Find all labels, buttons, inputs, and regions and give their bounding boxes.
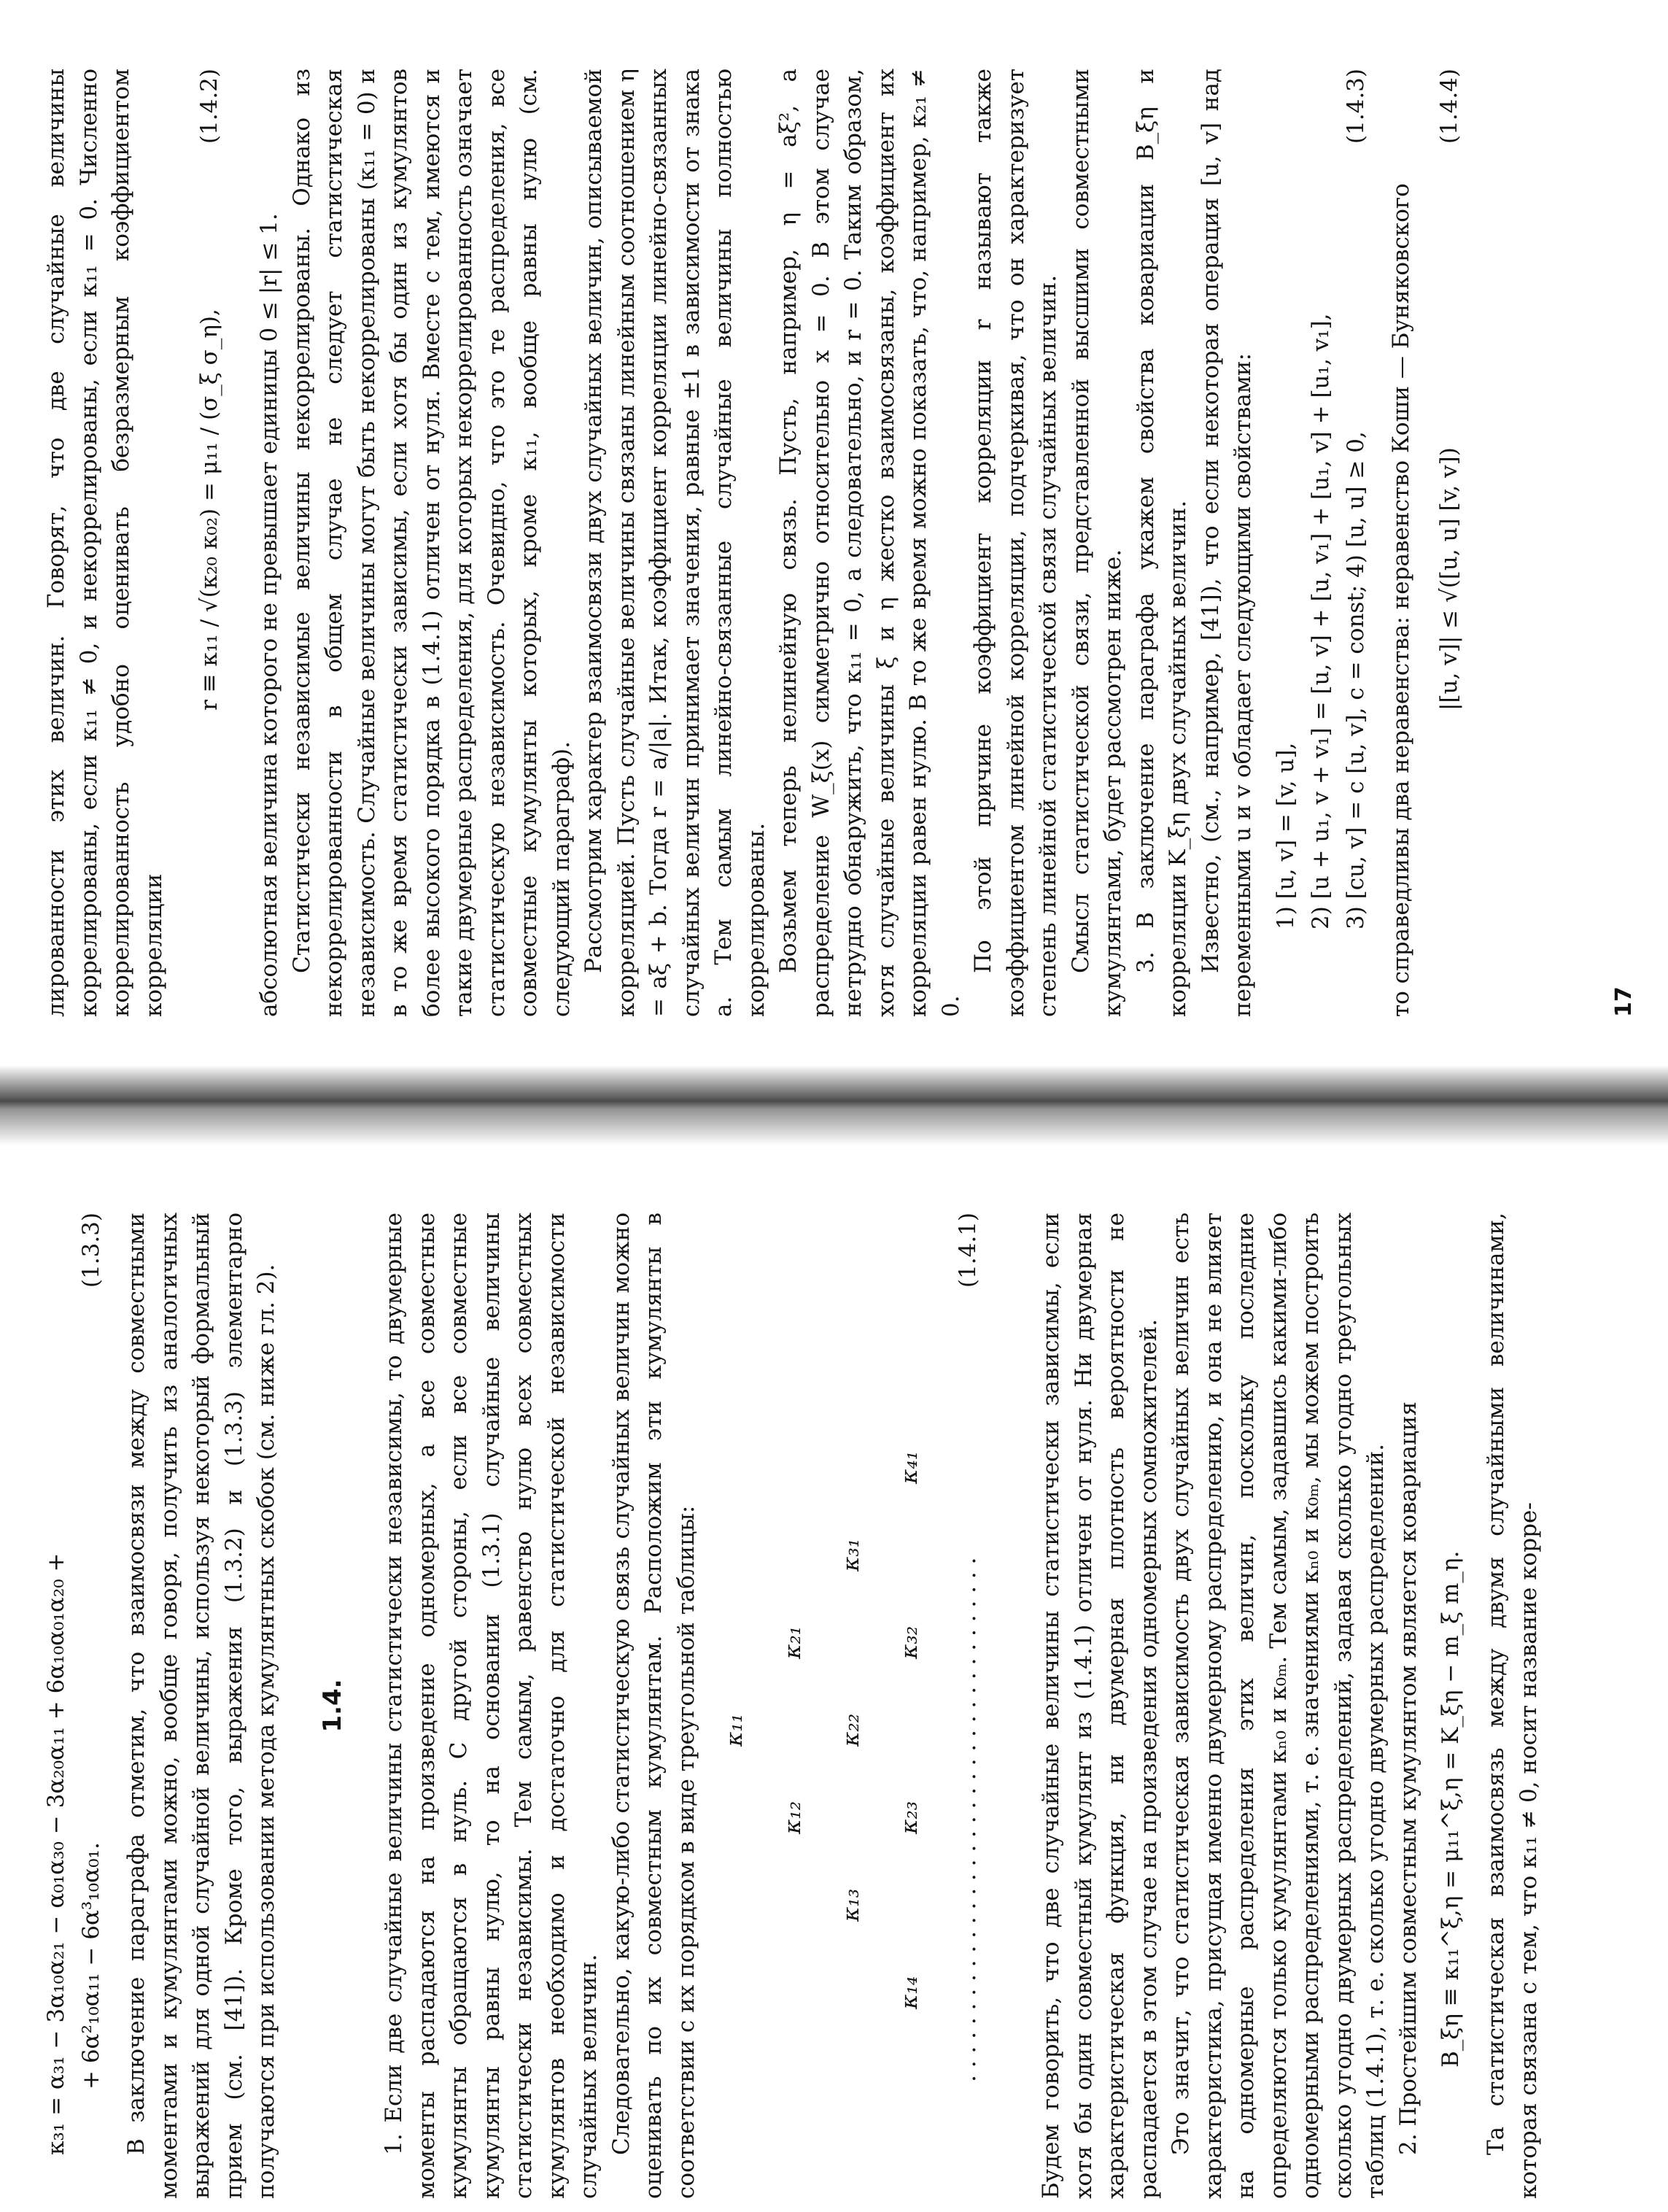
section-heading: 1.4. bbox=[317, 1679, 347, 1733]
property-3-4 bbox=[1340, 69, 1375, 1017]
table-cell: κ₂₂ bbox=[838, 1713, 864, 1747]
table-cell: κ₁₂ bbox=[780, 1801, 806, 1834]
equation-number: (1.4.4) bbox=[1436, 69, 1462, 144]
equation-text: 1) [u, v] = [v, u], bbox=[1272, 742, 1299, 929]
paragraph: По этой причине коэффициент корреляции r называют также коэффициентом линейной корреляции, подчеркивая, что он характеризует степень линейной статистической связи случайных величин. bbox=[970, 69, 1061, 1017]
equation-text: + 6α²₁₀α₁₁ − 6α³₁₀α₀₁. bbox=[78, 1842, 104, 2089]
paragraph: Будем говорить, что две случайные величины статистически зависимы, если хотя бы один совместный кумулянт из (1.4.1) отличен от нуля. Ни двумерная характеристическая функция, ни двумерная плотность вероятности не распадается в этом случае на произведения одномерных сомножителей. bbox=[1038, 1213, 1162, 2199]
paragraph: Известно, (см., например, [41]), что если некоторая операция [u, v] над переменными u и v обладает следующими свойствами: bbox=[1197, 69, 1256, 1017]
paragraph: Рассмотрим характер взаимосвязи двух случайных величин, описываемой корреляцией. Пусть случайные величины связаны линейным соотношением η = aξ + b. Тогда r = a/|a|. Итак, коэффициент корреляции линейно-связанных случайных величин принимает значения, равные ±1 в зависимости от знака a. Тем самым линейно-связанные случайные величины полностью коррелированы. bbox=[581, 69, 769, 1017]
covariance-equation bbox=[1435, 1213, 1470, 2199]
paragraph: Та статистическая взаимосвязь между двумя случайными величинами, которая связана с тем, что κ₁₁ ≠ 0, носит название корре- bbox=[1483, 1213, 1542, 2199]
table-cell: κ₁₄ bbox=[896, 1976, 923, 2009]
equation-1-4-2 bbox=[186, 69, 237, 1017]
right-page bbox=[0, 0, 1668, 1105]
left-page-column bbox=[40, 1213, 1545, 2199]
equation-text: r ≡ κ₁₁ / √(κ₂₀ κ₀₂) = μ₁₁ / (σ_ξ σ_η), bbox=[196, 309, 222, 711]
table-cell: κ₂₃ bbox=[896, 1801, 923, 1834]
table-dots: . . . . . . . . . . . . . . . . . . . . . . . . . . . . . . . . . . . . . bbox=[955, 1557, 981, 2082]
table-cell: κ₁₁ bbox=[721, 1713, 748, 1747]
paragraph: Возьмем теперь нелинейную связь. Пусть, например, η = aξ², а распределение W_ξ(x) симметрично относительно x = 0. В этом случае нетрудно обнаружить, что κ₁₁ = 0, а следовательно, и r = 0. Таким образом, хотя случайные величины ξ и η жестко взаимосвязаны, коэффициент их корреляции равен нулю. В то же время можно показать, что, например, κ₂₁ ≠ 0. bbox=[775, 69, 964, 1017]
table-cell: κ₃₁ bbox=[838, 1538, 864, 1571]
property-2 bbox=[1305, 69, 1340, 1017]
equation-text: 2) [u + u₁, v + v₁] = [u, v] + [u, v₁] + [u₁, v] + [u₁, v₁], bbox=[1307, 313, 1334, 929]
paragraph: В заключение параграфа отметим, что взаимосвязи между совместными моментами и кумулянтами можно, вообще говоря, получить из аналогичных выражений для одной случайной величины, используя некоторый формальный прием (см. [41]). Кроме того, выражения (1.3.2) и (1.3.3) элементарно получаются при использовании метода кумулянтных скобок (см. ниже гл. 2). bbox=[123, 1213, 279, 2199]
equation-number: (1.4.3) bbox=[1342, 69, 1369, 144]
table-cell: κ₁₃ bbox=[838, 1888, 864, 1922]
paragraph: Статистически независимые величины некоррелированы. Однако из некоррелированности в общем случае не следует статистическая независимость. Случайные величины могут быть некоррелированы (κ₁₁ = 0) и в то же время статистически зависимы, если хотя бы один из кумулянтов более высокого порядка в (1.4.1) отличен от нуля. Вместе с тем, имеются и такие двумерные распределения, для которых некоррелированность означает статистическую независимость. Очевидно, что это те распределения, все совместные кумулянты которых, кроме κ₁₁, вообще равны нулю (см. следующий параграф). bbox=[288, 69, 575, 1017]
equation-text: κ₃₁ = α₃₁ − 3α₁₀α₂₁ − α₀₁α₃₀ − 3α₂₀α₁₁ + 6α₁₀α₀₁α₂₀ + bbox=[43, 1552, 69, 2155]
equation-number: (1.4.1) bbox=[955, 1213, 981, 1288]
equation-number: (1.4.2) bbox=[196, 69, 222, 144]
cumulant-triangle-table bbox=[718, 1213, 1025, 2199]
right-page-column bbox=[40, 69, 1484, 1017]
equation-text: 3) [cu, v] = c [u, v], c = const; 4) [u, u] ≥ 0, bbox=[1342, 431, 1369, 929]
table-cell: κ₂₁ bbox=[780, 1625, 806, 1659]
paragraph: 2. Простейшим совместным кумулянтом является ковариация bbox=[1394, 1401, 1421, 2155]
paragraph: 3. В заключение параграфа укажем свойства ковариации B_ξη и корреляции K_ξη двух случайных величин. bbox=[1132, 69, 1191, 1017]
table-cell: κ₄₁ bbox=[896, 1450, 923, 1484]
paragraph: абсолютная величина которого не превышает единицы 0 ≤ |r| ≤ 1. bbox=[256, 213, 282, 1017]
equation-number: (1.3.3) bbox=[78, 1213, 104, 1288]
paragraph: то справедливы два неравенства: неравенство Коши — Буняковского bbox=[1387, 183, 1414, 1017]
paragraph: 1. Если две случайные величины статистически независимы, то двумерные моменты распадаются на произведение одномерных, а все совместные кумулянты обращаются в нуль. С другой стороны, если все совместные кумулянты равны нулю, то на основании (1.3.1) случайные величины статистически независимы. Тем самым, равенство нулю всех совместных кумулянтов необходимо и достаточно для статистической независимости случайных величин. bbox=[381, 1213, 602, 2199]
table-cell: κ₃₂ bbox=[896, 1625, 923, 1659]
left-page bbox=[0, 1105, 1668, 2212]
page-number: 17 bbox=[1611, 986, 1637, 1017]
paragraph: лированности этих величин. Говорят, что две случайные величины коррелированы, если κ₁₁ ≠ 0, и некоррелированы, если κ₁₁ = 0. Численно коррелированность удобно оценивать безразмерным коэффициентом корреляции bbox=[43, 69, 167, 1017]
property-1 bbox=[1270, 69, 1305, 1017]
equation-text: |[u, v]| ≤ √([u, u] [v, v]) bbox=[1436, 447, 1462, 711]
equation-text: B_ξη ≡ κ₁₁^ξ,η = μ₁₁^ξ,η = K_ξη − m_ξ m_η. bbox=[1438, 1550, 1464, 2068]
paragraph: Смысл статистической связи, представленной высшими совместными кумулянтами, будет рассмотрен ниже. bbox=[1067, 69, 1126, 1017]
paragraph: Это значит, что статистическая зависимость двух случайных величин есть характеристика, присущая именно двумерному распределению, и она не влияет на одномерные распределения этих величин, поскольку последние определяются только кумулянтами κₙ₀ и κ₀ₘ. Тем самым, задавшись какими-либо одномерными распределениями, т. е. значениями κₙ₀ и κ₀ₘ, мы можем построить сколько угодно двумерных распределений, задавая сколько угодно треугольных таблиц (1.4.1), т. е. сколько угодно двумерных распределений. bbox=[1168, 1213, 1389, 2199]
equation-1-4-4 bbox=[1433, 69, 1468, 1017]
paragraph: Следовательно, какую-либо статистическую связь случайных величин можно оценивать по их совместным кумулянтам. Расположим эти кумулянты в соответствии с их порядком в виде треугольной таблицы: bbox=[608, 1213, 699, 2199]
equation-1-3-3-line1 bbox=[40, 1213, 75, 2199]
equation-1-3-3-line2 bbox=[75, 1213, 110, 2199]
